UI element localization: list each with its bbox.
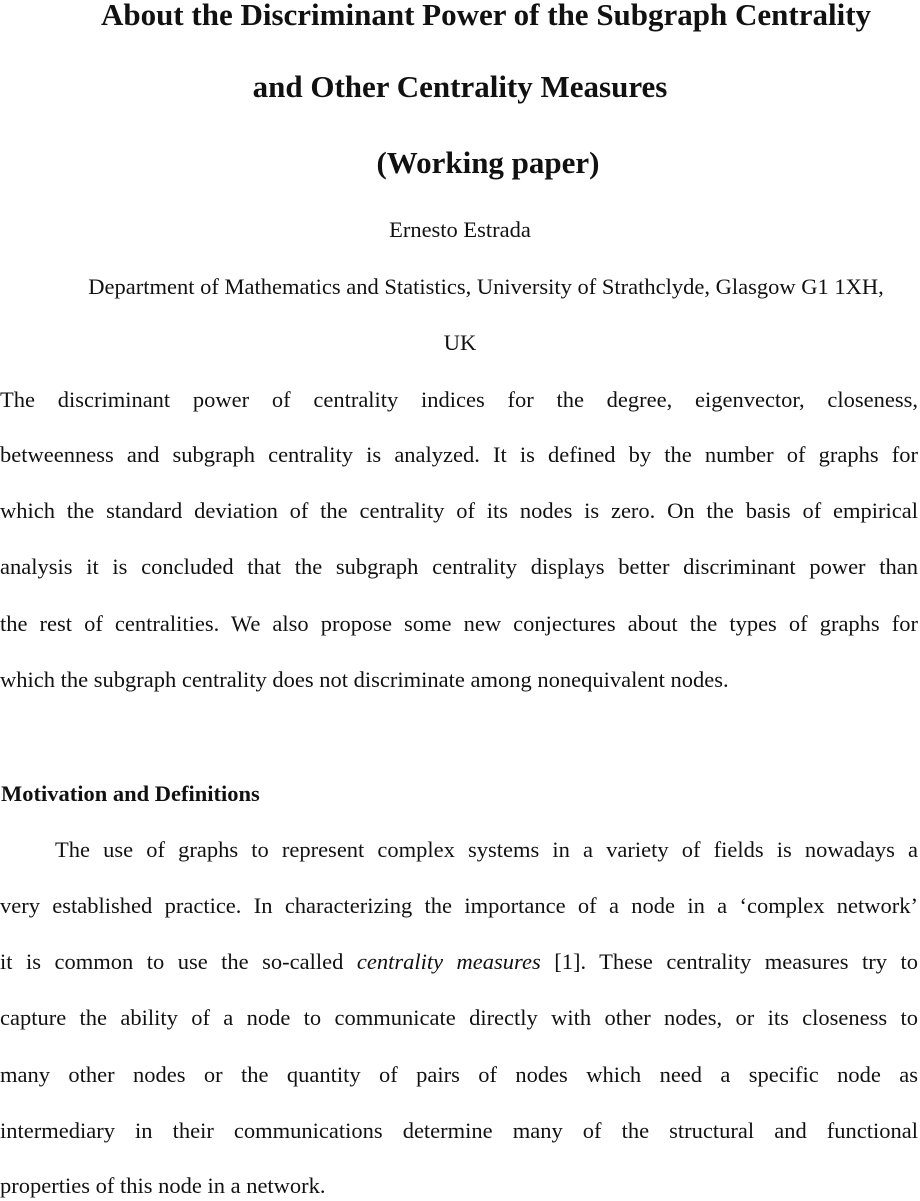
abstract-line: which the subgraph centrality does not discriminate among nonequivalent nodes. <box>0 667 729 692</box>
title-line-2: and Other Centrality Measures <box>252 69 668 104</box>
body-line: capture the ability of a node to communicate directly with other nodes, or its closeness to <box>0 1005 918 1030</box>
abstract-line: analysis it is concluded that the subgraph centrality displays better discriminant power than <box>0 554 918 579</box>
body-text: it is common to use the so-called <box>0 949 357 974</box>
abstract-line: betweenness and subgraph centrality is analyzed. It is defined by the number of graphs for <box>0 442 918 467</box>
body-line: The use of graphs to represent complex systems in a variety of fields is nowadays a <box>55 837 918 862</box>
abstract-line: which the standard deviation of the centrality of its nodes is zero. On the basis of empirical <box>0 498 918 523</box>
body-line: intermediary in their communications determine many of the structural and functional <box>0 1118 918 1143</box>
author-name: Ernesto Estrada <box>389 217 531 242</box>
body-line: many other nodes or the quantity of pairs of nodes which need a specific node as <box>0 1062 918 1087</box>
emphasis-term: centrality measures <box>356 949 541 974</box>
title-line-1: About the Discriminant Power of the Subgraph Centrality <box>100 0 872 32</box>
affiliation-line-2: UK <box>443 330 477 355</box>
body-line: very established practice. In characterizing the importance of a node in a ‘complex network’ <box>0 893 918 918</box>
affiliation-line-1: Department of Mathematics and Statistics, University of Strathclyde, Glasgow G1 1XH, <box>88 274 884 299</box>
abstract-line: The discriminant power of centrality indices for the degree, eigenvector, closeness, <box>0 387 918 412</box>
title-line-3: (Working paper) <box>376 145 600 180</box>
section-heading: Motivation and Definitions <box>1 781 260 806</box>
abstract-line: the rest of centralities. We also propose some new conjectures about the types of graphs for <box>0 611 918 636</box>
body-text: [1]. These centrality measures try to <box>540 949 918 974</box>
body-line <box>0 947 918 977</box>
body-line: properties of this node in a network. <box>0 1173 326 1198</box>
